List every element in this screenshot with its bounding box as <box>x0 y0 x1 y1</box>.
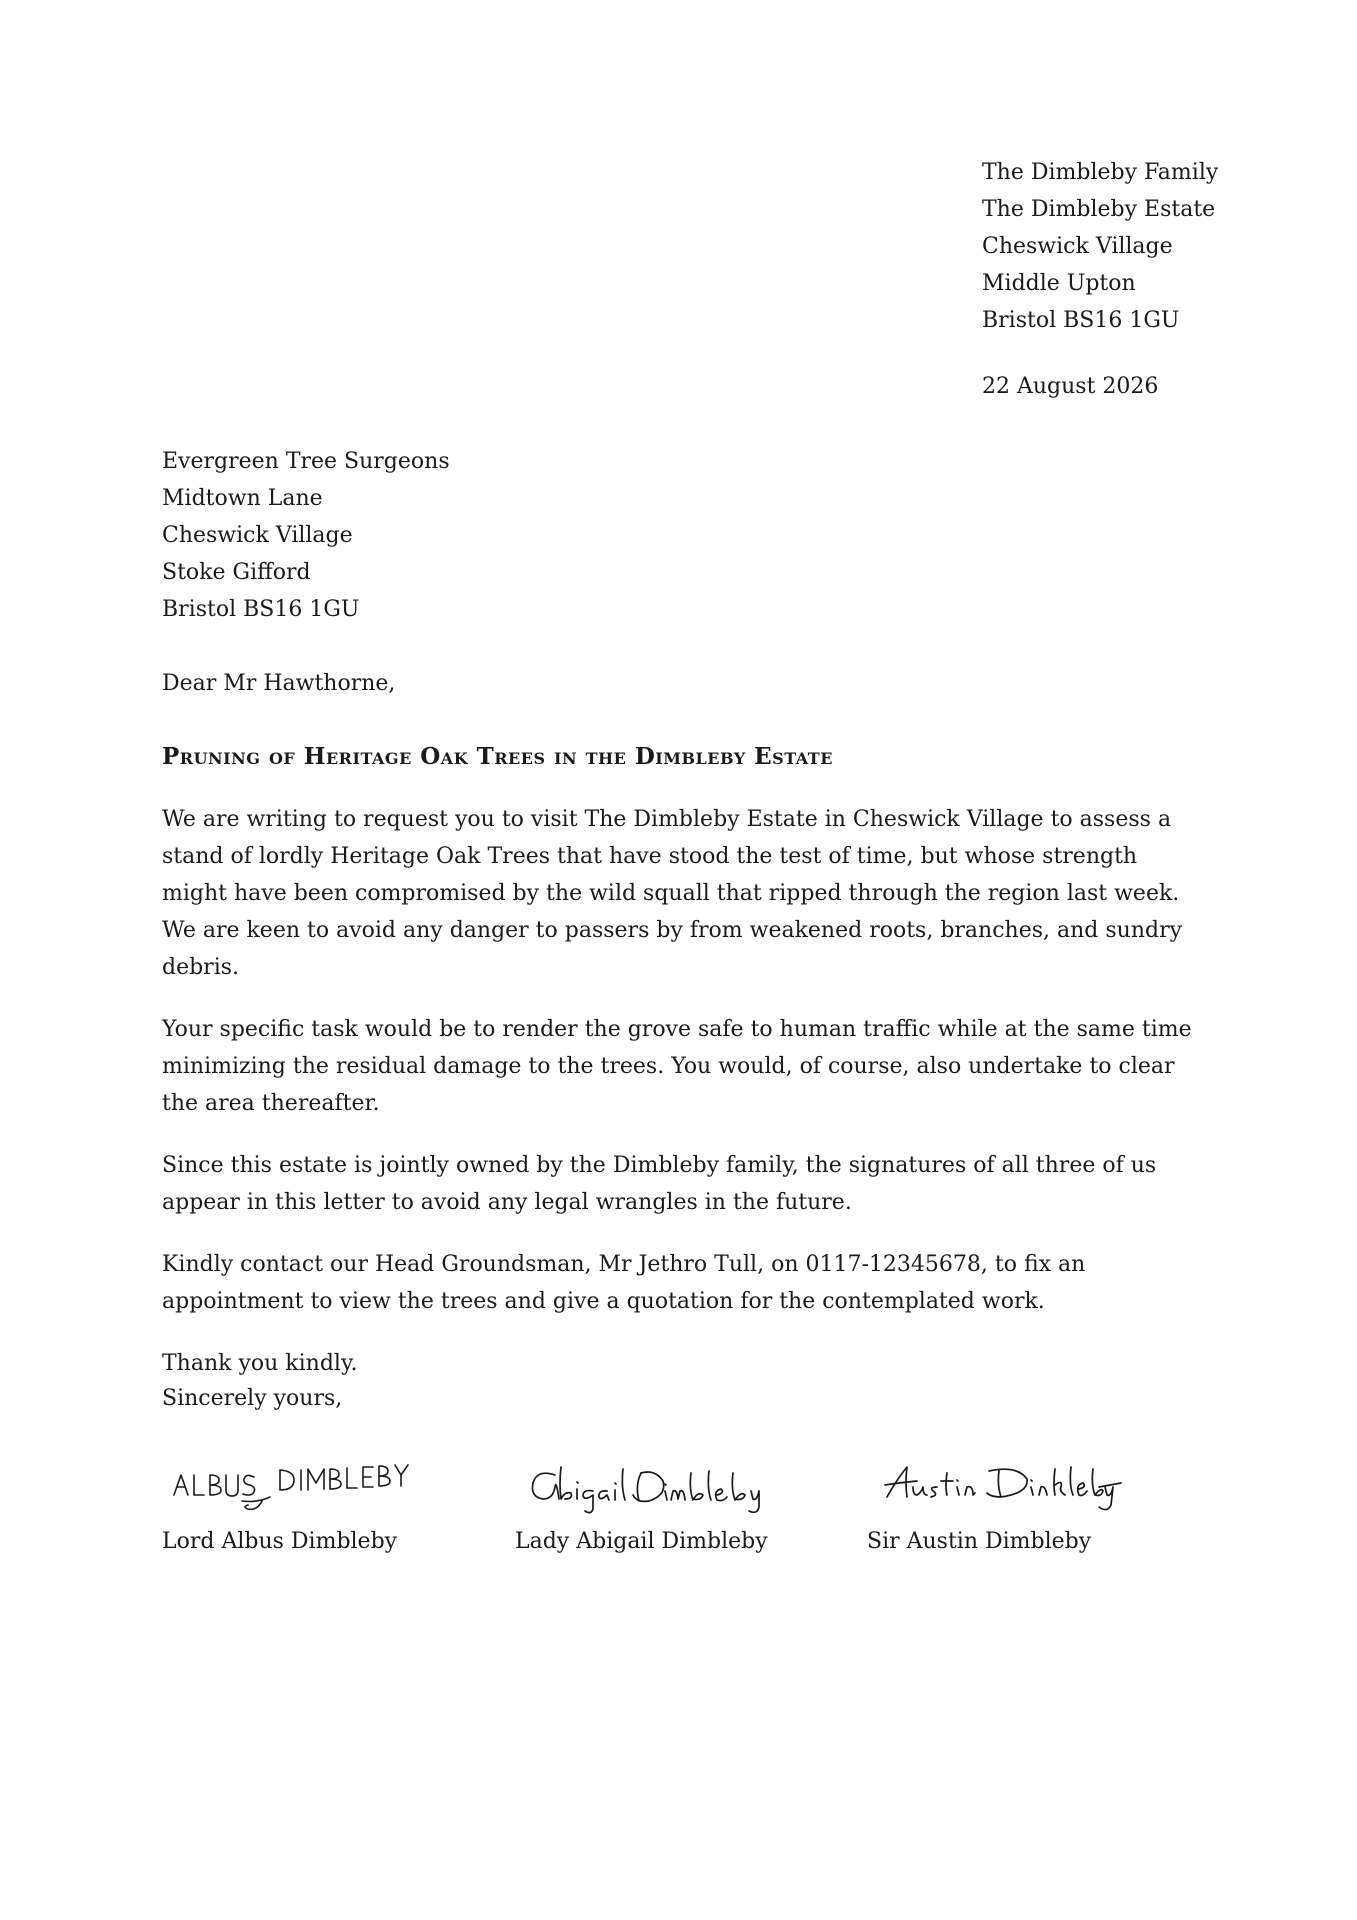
closing: Sincerely yours, <box>162 1386 343 1411</box>
albus-signature <box>162 1455 422 1517</box>
letter-body <box>162 801 1202 1407</box>
recipient-address-line: Cheswick Village <box>162 523 353 548</box>
sender-address-line: The Dimbleby Family <box>982 160 1219 185</box>
recipient-address-line: Stoke Gifford <box>162 560 311 585</box>
recipient-address-line: Midtown Lane <box>162 486 323 511</box>
sender-address-line: Middle Upton <box>982 271 1136 296</box>
body-paragraph: Your specific task would be to render the grove safe to human traffic while at the same time minimizing the residual damage to the trees. You would, of course, also undertake to clear the area thereafter. <box>162 1017 1192 1116</box>
sender-address-line: Bristol BS16 1GU <box>982 308 1180 333</box>
sender-address <box>982 154 1322 339</box>
sender-address-line: Cheswick Village <box>982 234 1173 259</box>
body-paragraph: Thank you kindly. <box>162 1351 358 1376</box>
sender-address-line: The Dimbleby Estate <box>982 197 1216 222</box>
subject-heading: Pruning of Heritage Oak Trees in the Dimbleby Estate <box>162 743 833 770</box>
signatory-abigail <box>515 1455 855 1560</box>
letter-date: 22 August 2026 <box>982 374 1159 399</box>
signatory-name: Lord Albus Dimbleby <box>162 1529 398 1554</box>
body-paragraph: Since this estate is jointly owned by the Dimbleby family, the signatures of all three of us appear in this letter to avoid any legal wrangles in the future. <box>162 1153 1157 1215</box>
salutation: Dear Mr Hawthorne, <box>162 671 396 696</box>
body-paragraph: Kindly contact our Head Groundsman, Mr Jethro Tull, on 0117-12345678, to fix an appointment to view the trees and give a quotation for the contemplated work. <box>162 1252 1086 1314</box>
recipient-address <box>162 443 662 628</box>
signature-block <box>162 1455 1202 1595</box>
recipient-address-line: Bristol BS16 1GU <box>162 597 360 622</box>
recipient-address-line: Evergreen Tree Surgeons <box>162 449 450 474</box>
signatory-name: Lady Abigail Dimbleby <box>515 1529 768 1554</box>
austin-signature <box>867 1455 1127 1517</box>
signatory-albus <box>162 1455 502 1560</box>
signatory-name: Sir Austin Dimbleby <box>867 1529 1092 1554</box>
signatory-austin <box>867 1455 1207 1560</box>
abigail-signature <box>515 1455 775 1517</box>
body-paragraph: We are writing to request you to visit The Dimbleby Estate in Cheswick Village to assess a stand of lordly Heritage Oak Trees that have stood the test of time, but whose strength might have been compromised by the wild squall that ripped through the region last week. We are keen to avoid any danger to passers by from weakened roots, branches, and sundry debris. <box>162 807 1183 980</box>
